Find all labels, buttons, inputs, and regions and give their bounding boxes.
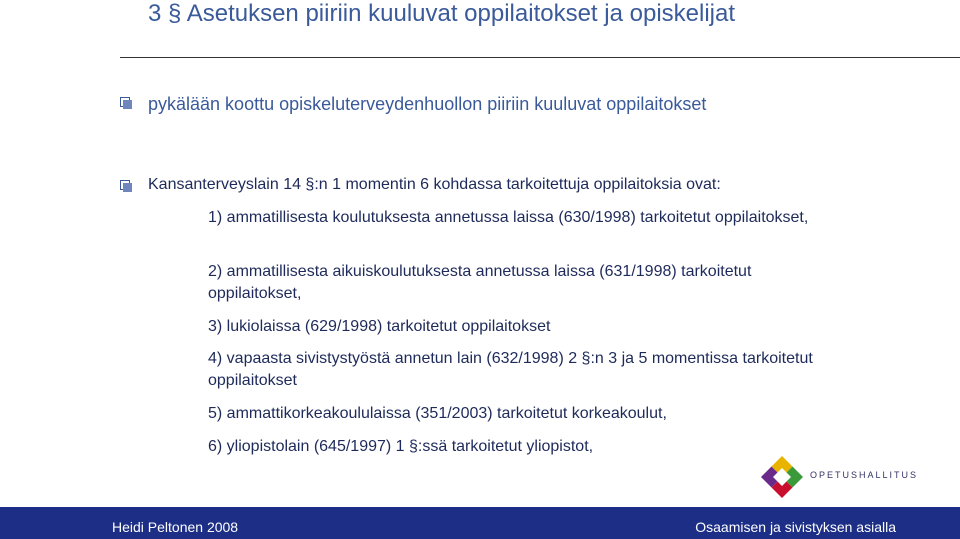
- list-item-2: 2) ammatillisesta aikuiskoulutuksesta annetussa laissa (631/1998) tarkoitetut oppilaitokset,: [208, 263, 752, 302]
- list-item-6: 6) yliopistolain (645/1997) 1 §:ssä tarkoitetut yliopistot,: [208, 438, 594, 455]
- footer-slogan: Osaamisen ja sivistyksen asialla: [695, 519, 896, 535]
- list-item-5: 5) ammattikorkeakoululaissa (351/2003) tarkoitetut korkeakoulut,: [208, 405, 667, 422]
- list-item-4: 4) vapaasta sivistystyöstä annetun lain (632/1998) 2 §:n 3 ja 5 momentissa tarkoitetut oppilaitokset: [208, 350, 813, 389]
- bullet-text-1: pykälään koottu opiskeluterveydenhuollon piiriin kuuluvat oppilaitokset: [148, 94, 707, 114]
- list-item-3: 3) lukiolaissa (629/1998) tarkoitetut oppilaitokset: [208, 318, 551, 335]
- footer-author: Heidi Peltonen 2008: [112, 519, 239, 535]
- footer-bar: [0, 507, 960, 539]
- bullet-square-icon: [120, 180, 130, 190]
- bullet-text-2: Kansanterveyslain 14 §:n 1 momentin 6 kohdassa tarkoitettuja oppilaitoksia ovat:: [148, 176, 721, 193]
- list-item-1: 1) ammatillisesta koulutuksesta annetussa laissa (630/1998) tarkoitetut oppilaitokset,: [208, 209, 809, 226]
- title-divider: [120, 57, 960, 58]
- logo-text: OPETUSHALLITUS: [810, 470, 919, 480]
- bullet-square-icon: [120, 97, 130, 107]
- slide-title: 3 § Asetuksen piiriin kuuluvat oppilaitokset ja opiskelijat: [148, 0, 736, 27]
